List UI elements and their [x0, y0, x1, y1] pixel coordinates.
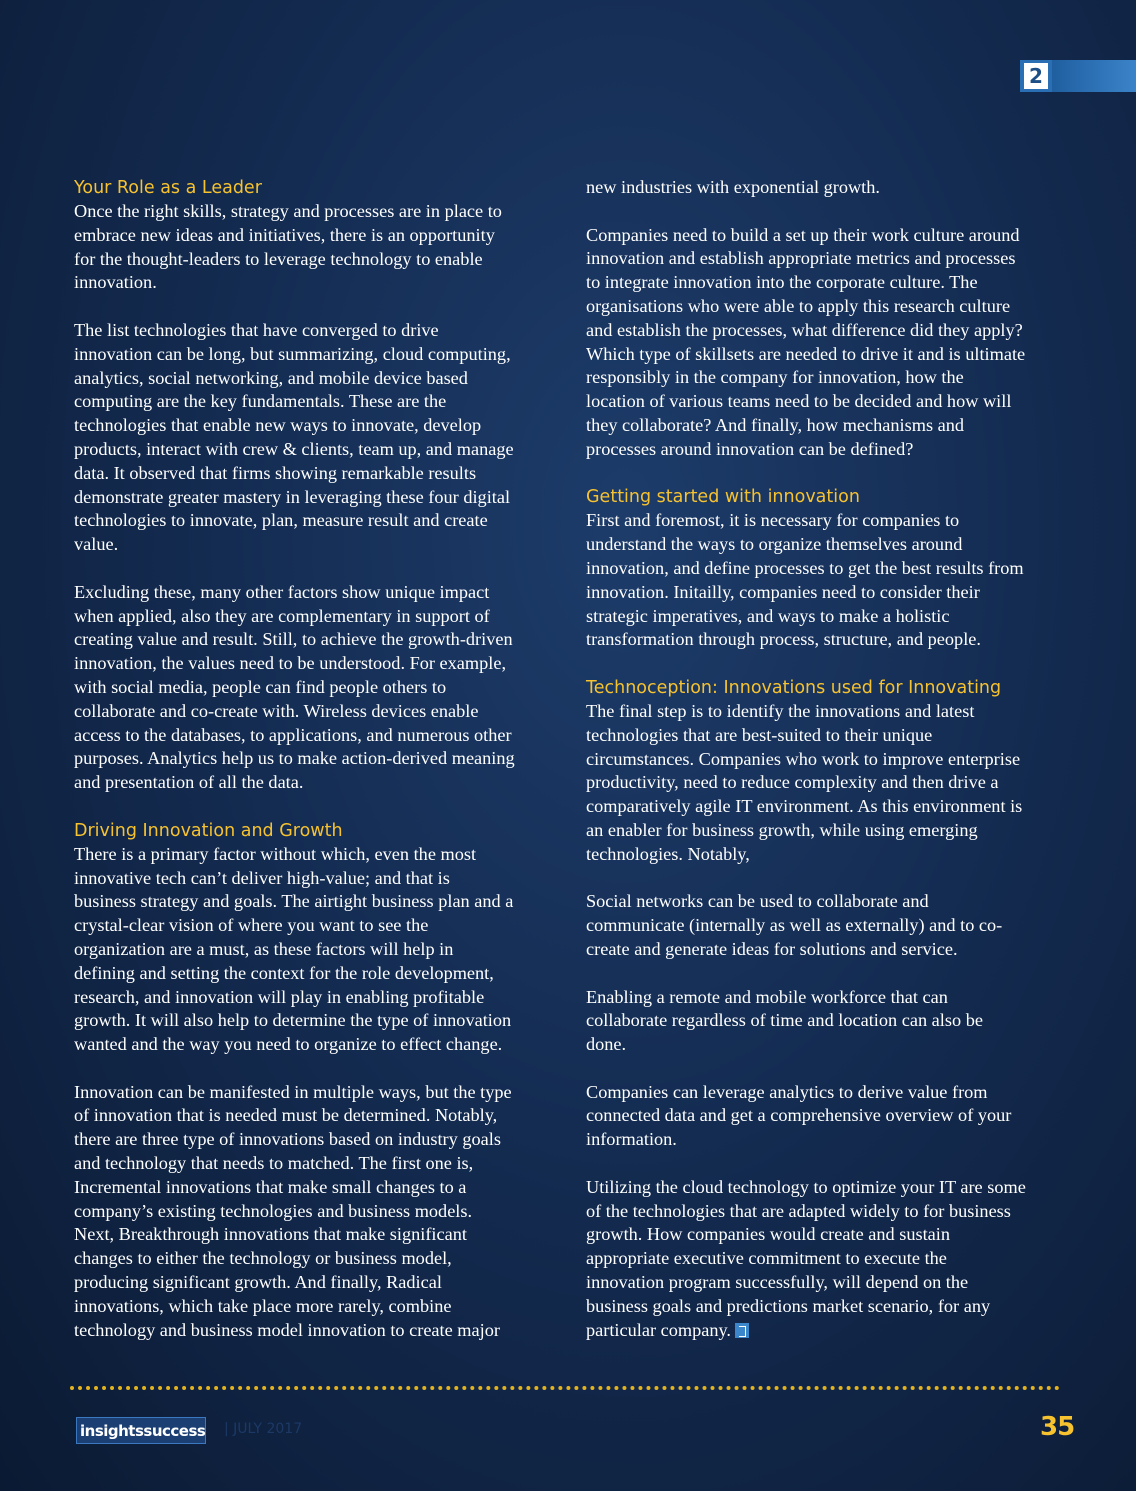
paragraph: Social networks can be used to collaborate and communicate (internally as well as externally) and to co- create and generate ideas for solutions and service. — [586, 891, 1003, 959]
section-heading: Driving Innovation and Growth — [74, 820, 343, 841]
paragraph-final-text: Utilizing the cloud technology to optimize your IT are some of the technologies that are adapted widely to for business growth. How companies would create and sustain appropriate executive commitment to execute the innovation program successfully, will depend on the business goals and predictions market scenario, for any particular company. — [586, 1176, 1026, 1340]
section-heading: Getting started with innovation — [586, 487, 860, 508]
section-role-as-leader — [74, 176, 564, 795]
brand-part2: success — [143, 1421, 206, 1440]
footer-divider — [70, 1386, 1060, 1390]
brand-part1: insights — [80, 1421, 144, 1440]
page-number: 35 — [1040, 1412, 1075, 1442]
paragraph-final — [586, 1176, 1076, 1343]
paragraph: Enabling a remote and mobile workforce that can collaborate regardless of time and location can also be done. — [586, 986, 983, 1055]
paragraph: Once the right skills, strategy and processes are in place to embrace new ideas and initiatives, there is an opportunity for the thought-leaders to leverage technology to enable innovation. — [74, 201, 502, 293]
paragraph: Companies can leverage analytics to derive value from connected data and get a comprehensive overview of your information. — [586, 1081, 1012, 1150]
paragraph: There is a primary factor without which, even the most innovative tech can’t deliver high-value; and that is business strategy and goals. The airtight business plan and a crystal-clear vision of where you want to see the organization are a must, as these factors will help in defining and setting the context for the role development, research, and innovation will play in enabling profitable growth. It will also help to determine the type of innovation wanted and the way you need to organize to effect change. — [74, 843, 514, 1055]
paragraph: new industries with exponential growth. — [586, 177, 880, 197]
paragraph: Innovation can be manifested in multiple ways, but the type of innovation that is needed must be determined. Notably, there are three type of innovations based on industry goals and technology that needs to matched. The first one is, Incremental innovations that make small changes to a company’s existing technologies and business models. Next, Breakthrough innovations that make significant changes to either the technology or business model, producing significant growth. And finally, Radical innovations, which take place more rarely, combine technology and business model innovation to create major — [74, 1081, 512, 1340]
section-driving-innovation — [74, 819, 564, 1343]
i2-end-mark-icon — [735, 1323, 749, 1338]
paragraph: Companies need to build a set up their work culture around innovation and establish appropriate metrics and processes to integrate innovation into the corporate culture. The organisations who were able to apply this research culture and establish the processes, what difference did they apply? Which type of skillsets are needed to drive it and is ultimate responsibly in the company for innovation, how the location of various teams need to be decided and how will they collaborate? And finally, how mechanisms and processes around innovation can be defined? — [586, 224, 1026, 459]
paragraph: Excluding these, many other factors show unique impact when applied, also they are complementary in support of creating value and result. Still, to achieve the growth-driven innovation, the values need to be understood. For example, with social media, people can find people others to collaborate and co-create with. Wireless devices enable access to the databases, to applications, and numerous other purposes. Analytics help us to make action-derived meaning and presentation of all the data. — [74, 581, 515, 793]
i2-logo-icon: 2 — [1020, 60, 1052, 92]
paragraph: The list technologies that have converged to drive innovation can be long, but summarizing, cloud computing, analytics, social networking, and mobile device based computing are the key fundamentals. These are the technologies that enable new ways to innovate, develop products, interact with crew & clients, team up, and manage data. It observed that firms showing remarkable results demonstrate greater mastery in leveraging these four digital technologies to innovate, plan, measure result and create value. — [74, 319, 514, 555]
issue-date: | JULY 2017 — [224, 1421, 303, 1437]
insights-success-logo — [76, 1417, 206, 1444]
left-column — [74, 176, 564, 1366]
section-getting-started — [586, 485, 1076, 652]
right-column — [586, 176, 1076, 1366]
section-heading: Technoception: Innovations used for Innovating — [586, 677, 1002, 698]
paragraph: The final step is to identify the innovations and latest technologies that are best-suited to their unique circumstances. Companies who work to improve enterprise productivity, need to reduce complexity and then drive a comparatively agile IT environment. As this environment is an enabler for business growth, while using emerging technologies. Notably, — [586, 700, 1023, 864]
header-accent-bar — [1052, 60, 1136, 92]
section-technoception — [586, 676, 1076, 1343]
paragraph: First and foremost, it is necessary for companies to understand the ways to organize themselves around innovation, and define processes to get the best results from innovation. Initailly, companies need to consider their strategic imperatives, and ways to make a holistic transformation through process, structure, and people. — [586, 510, 1024, 650]
section-heading: Your Role as a Leader — [74, 178, 262, 198]
